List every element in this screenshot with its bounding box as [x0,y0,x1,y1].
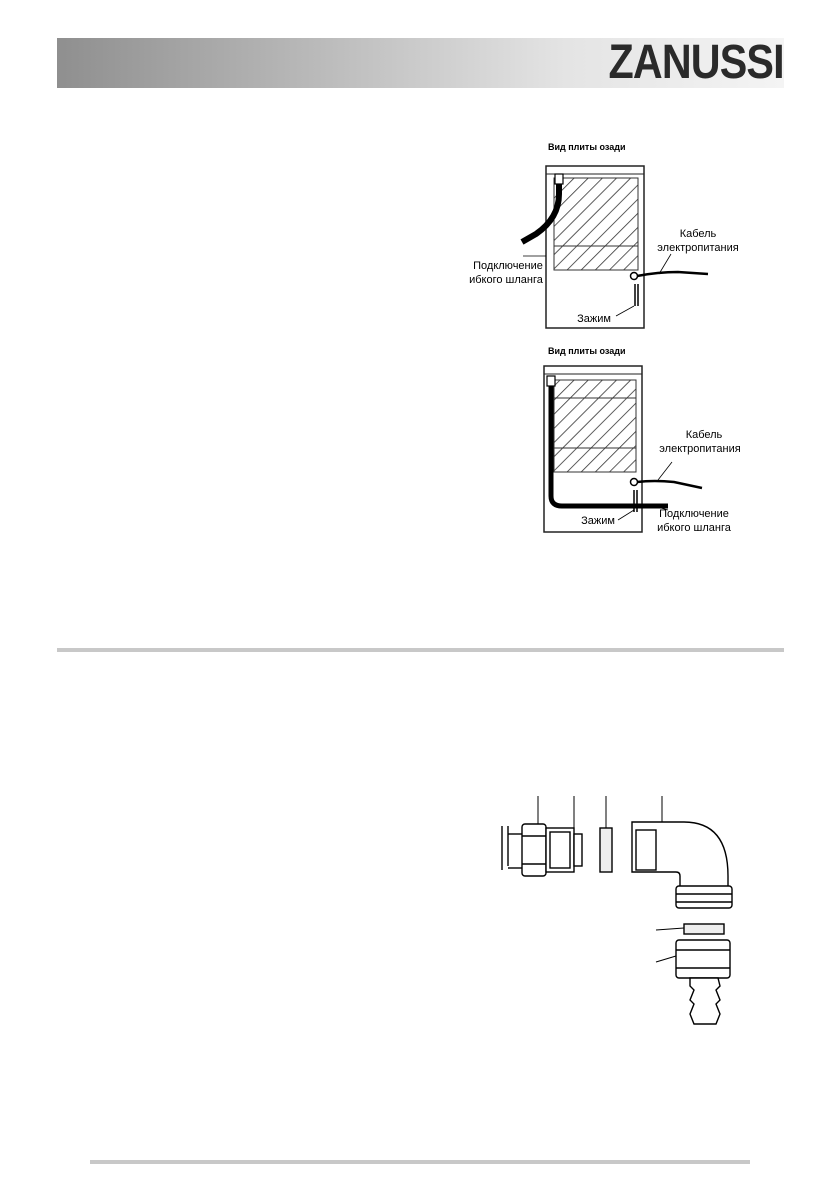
hatched-area [554,380,636,472]
hose-label-line2: ибкого шланга [657,522,731,534]
figure-title: Вид плиты озади [548,346,626,356]
rear-view-diagram-1 [458,138,748,338]
cable-label-line2: электропитания [659,443,741,455]
figure-title: Вид плиты озади [548,142,626,152]
power-cable [637,481,702,488]
footer-divider [90,1160,750,1164]
section-divider [57,648,784,652]
hose-label-line2: ибкого шланга [469,274,543,286]
cable-label-line1: Кабель [679,228,717,240]
hose-label-line1: Подключение [659,508,729,520]
hose-label-line1: Подключение [473,260,543,272]
power-cable [637,272,708,276]
hose-fitting-diagram [488,790,748,1030]
cable-label-line1: Кабель [685,429,723,441]
clamp-label: Зажим [581,515,615,527]
gasket [600,828,612,872]
clamp-label: Зажим [577,313,611,325]
hatched-area [554,178,638,270]
hex-nut [522,824,546,876]
washer [684,924,724,934]
cable-label-line2: электропитания [657,242,739,254]
lower-nut [676,940,730,978]
hose-barb [690,978,720,1024]
brand-logo: ZANUSSI [608,36,784,89]
header-bar [57,38,784,88]
rear-view-diagram-2 [458,340,748,540]
